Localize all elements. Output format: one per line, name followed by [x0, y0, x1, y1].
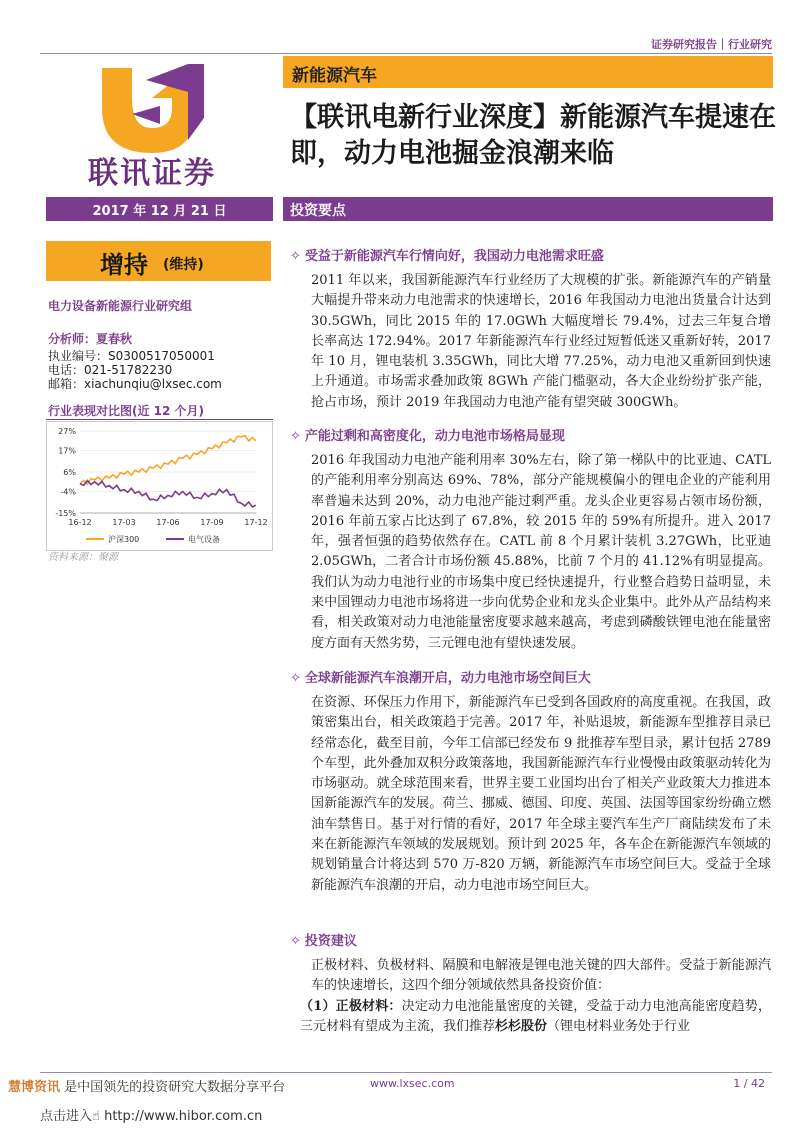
section-heading-3	[290, 667, 591, 686]
hand-pointer-icon: ☝	[92, 1109, 100, 1124]
footer-promo-text: 是中国领先的投资研究大数据分享平台	[64, 1080, 286, 1095]
footer-link[interactable]	[40, 1105, 262, 1124]
analyst-name: 分析师：夏春秋	[48, 332, 133, 346]
legend-label: 电气设备	[188, 535, 220, 544]
series-line-1	[80, 436, 256, 484]
chart-divider	[46, 419, 273, 420]
section-heading-2	[290, 425, 565, 444]
chart-series	[80, 436, 256, 507]
section-heading-text: 全球新能源汽车浪潮开启，动力电池市场空间巨大	[304, 671, 591, 686]
research-group: 电力设备新能源行业研究组	[48, 299, 193, 313]
rating-sub: (维持)	[163, 257, 204, 273]
report-type: 证券研究报告｜行业研究	[651, 38, 772, 51]
footer-url[interactable]: www.lxsec.com	[370, 1077, 455, 1090]
x-tick-label: 17-09	[200, 518, 224, 527]
report-date: 2017 年 12 月 21 日	[92, 204, 227, 219]
x-axis-ticks	[68, 518, 267, 527]
x-tick-label: 17-03	[112, 518, 136, 527]
key-points-title: 投资要点	[290, 203, 346, 219]
y-tick-label: -4%	[60, 487, 76, 497]
analyst-email: 邮箱：xiachunqiu@lxsec.com	[48, 377, 222, 391]
footer-divider	[40, 1072, 772, 1073]
y-axis-ticks	[55, 427, 76, 518]
section-heading-1	[290, 245, 604, 264]
click-url[interactable]: http://www.hibor.com.cn	[104, 1109, 263, 1124]
page-number: 1 / 42	[733, 1077, 765, 1090]
diamond-bullet-icon: ✧	[290, 671, 301, 686]
diamond-bullet-icon: ✧	[290, 934, 301, 949]
chart-grid	[80, 431, 256, 513]
header-divider	[40, 53, 772, 54]
section-heading-text: 产能过剩和高密度化，动力电池市场格局显现	[304, 429, 565, 444]
analyst-phone: 电话：021-51782230	[48, 363, 173, 377]
y-tick-label: 17%	[58, 446, 76, 456]
diamond-bullet-icon: ✧	[290, 429, 301, 444]
bullet-text-b: （锂电材料业务处于行业	[547, 1019, 691, 1035]
logo-text: 联讯证券	[88, 156, 216, 191]
footer-promo	[8, 1076, 285, 1095]
click-label: 点击进入	[40, 1109, 93, 1124]
bullet-label: （1）正极材料：	[300, 999, 402, 1014]
chart-title: 行业表现对比图(近 12 个月)	[48, 404, 205, 418]
diamond-bullet-icon: ✧	[290, 249, 301, 264]
x-tick-label: 17-12	[244, 518, 268, 527]
section-heading-4	[290, 930, 357, 949]
rating-main: 增持	[100, 251, 148, 279]
section-body-2: 2016 年我国动力电池产能利用率 30%左右，除了第一梯队中的比亚迪、CATL 的产能利用率分别高达 69%、78%，部分产能规模偏小的锂电企业的产能利用率普遍未达到 20%，动力电池产能过剩严重。龙头企业更容易占领市场份额，2016 年前五家占比达到了 67.8%，较 2015 年的 59%有所提升。进入 2017 年，强者恒强的趋势依然存在。CATL 前 8 个月累计装机 3.27GWh，比亚迪 2.05GWh，二者合计市场份额 45.88%，比前 7 个月的 41.12%有明显提高。我们认为动力电池行业的市场集中度已经快速提升，行业整合趋势日益明显，未来中国锂动力电池市场将进一步向优势企业和龙头企业集中。此外从产品结构来看，相关政策对动力电池能量密度要求越来越高，考虑到磷酸铁锂电池在能量密度方面有天然劣势，三元锂电池有望快速发展。	[311, 453, 771, 651]
y-tick-label: 27%	[58, 427, 76, 436]
series-line-2	[80, 481, 256, 507]
bullet-cathode	[300, 997, 771, 1038]
bullet-text-a: 决定动力电池能量密度的关键，受益于动力电池高能密度趋势，三元材料有望成为主流，我们推荐	[300, 999, 771, 1035]
footer-brand: 慧博资讯	[8, 1080, 61, 1095]
section-body-1: 2011 年以来，我国新能源汽车行业经历了大规模的扩张。新能源汽车的产销量大幅提升带来动力电池需求的快速增长，2016 年我国动力电池出货量合计达到 30.5GWh，同比 2015 年的 17.0GWh 大幅度增长 79.4%，过去三年复合增长率高达 172.94%。2017 年新能源汽车行业经过短暂低迷又重新好转，2017 年 10 月，锂电装机 3.35GWh，同比大增 77.25%，动力电池又重新回到快速上升通道。市场需求叠加政策 8GWh 产能门槛驱动，各大企业纷纷扩张产能，抢占市场，预计 2019 年我国动力电池产能有望突破 300GWh。	[311, 273, 771, 410]
section-heading-text: 投资建议	[304, 934, 357, 949]
y-tick-label: 6%	[63, 468, 76, 477]
chart-source: 资料来源：聚源	[48, 552, 118, 563]
chart-frame	[47, 422, 273, 551]
rating-box	[46, 241, 271, 281]
performance-chart	[46, 421, 273, 551]
section-heading-text: 受益于新能源汽车行情向好，我国动力电池需求旺盛	[304, 249, 604, 264]
x-tick-label: 17-06	[156, 518, 180, 527]
key-points-bar	[283, 197, 773, 221]
analyst-license: 执业编号：S0300517050001	[48, 349, 215, 363]
sector-label: 新能源汽车	[292, 66, 377, 86]
x-tick-label: 16-12	[68, 518, 92, 527]
section-body-4: 正极材料、负极材料、隔膜和电解液是锂电池关键的四大部件。受益于新能源汽车的快速增长，这四个细分领域依然具备投资价值：	[311, 958, 771, 994]
section-body-3: 在资源、环保压力作用下，新能源汽车已受到各国政府的高度重视。在我国，政策密集出台，相关政策趋于完善。2017 年，补贴退坡，新能源车型推荐目录已经常态化，截至目前，今年工信部已经发布 9 批推荐车型目录，累计包括 2789 个车型，此外叠加双积分政策落地，我国新能源汽车行业慢慢由政策驱动转化为市场驱动。就全球范围来看，世界主要工业国均出台了相关产业政策大力推进本国新能源汽车的发展。荷兰、挪威、德国、印度、英国、法国等国家纷纷确立燃油车禁售日。基于对行情的看好，2017 年全球主要汽车生产厂商陆续发布了未来在新能源汽车领域的发展规划。预计到 2025 年，各车企在新能源汽车领域的规划销量合计将达到 570 万-820 万辆，新能源汽车市场空间巨大。受益于全球新能源汽车浪潮的开启，动力电池市场空间巨大。	[311, 695, 771, 893]
report-title: 【联讯电新行业深度】新能源汽车提速在即，动力电池掘金浪潮来临	[290, 102, 776, 169]
chart-legend	[86, 534, 220, 544]
y-tick-label: -15%	[55, 509, 76, 518]
stock-name: 杉杉股份	[495, 1019, 548, 1035]
legend-label: 沪深300	[108, 535, 140, 544]
